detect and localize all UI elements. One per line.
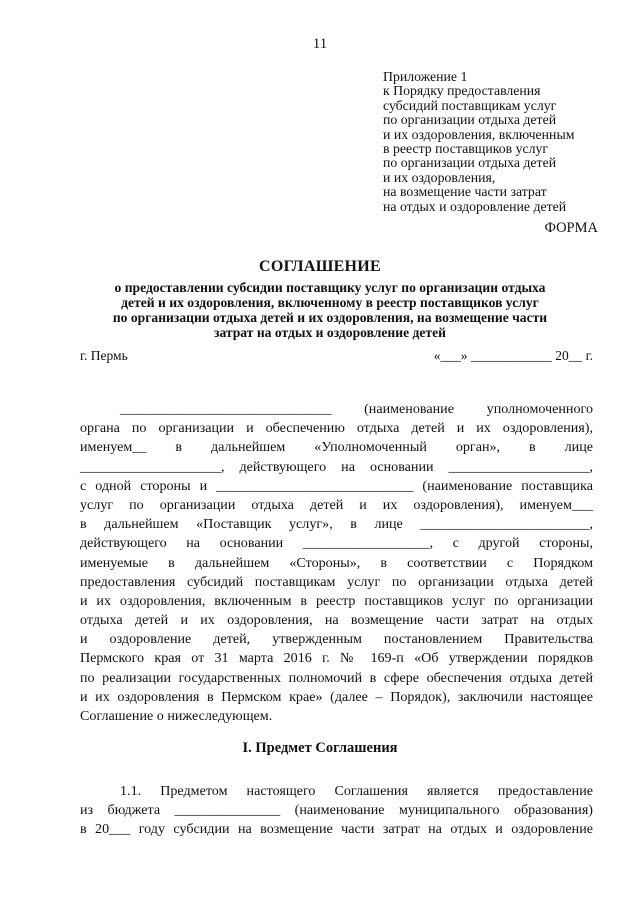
appendix-line: и их оздоровления, включенным [383,126,575,142]
text-line: действующего на основании __________________, с другой стороны, [80,535,593,552]
text-line: с одной стороны и ____________________________ (наименование поставщика [80,477,593,494]
appendix-line: Приложение 1 [383,69,468,84]
text-line: в дальнейшем «Поставщик услуг», в лице ________________________, [80,516,593,533]
text-line: и их оздоровления в Пермском крае» (далее – Порядок), заключили настоящее [80,688,593,705]
page-number: 11 [312,36,328,52]
text-line: по реализации государственных полномочий в сфере обеспечения отдыха детей [80,669,593,686]
appendix-line: субсидий поставщикам услуг [383,97,557,113]
subtitle-line: по организации отдыха детей и их оздоровления, на возмещение части [112,310,548,325]
appendix-line: на отдых и оздоровление детей [383,198,567,214]
appendix-line: на возмещение части затрат [383,184,547,200]
text-line: именуемые в дальнейшем «Стороны», в соответствии с Порядком [80,554,593,571]
text-line: 1.1. Предметом настоящего Соглашения является предоставление [120,783,593,799]
text-line: из бюджета _______________ (наименование муниципального образования) [80,802,593,819]
text-line: Пермского края от 31 марта 2016 г. № 169-п «Об утверждении порядков [80,650,593,667]
section-paragraph [80,782,593,840]
appendix-line: по организации отдыха детей [383,155,557,171]
appendix-note [383,70,633,214]
text-line: именуем__ в дальнейшем «Уполномоченный орган», в лице [80,439,593,456]
text-line: услуг по организации отдыха детей и их оздоровления), именуем___ [80,496,593,513]
subtitle-line: о предоставлении субсидии поставщику услуг по организации отдыха [114,280,546,295]
place: г. Пермь [80,348,128,363]
text-line: в 20___ году субсидии на возмещение части затрат на отдых и оздоровление [80,821,593,838]
text-line: предоставления субсидий поставщикам услуг по организации отдыха детей [80,573,593,590]
document-subtitle [70,280,590,340]
document-title: СОГЛАШЕНИЕ [258,258,382,275]
appendix-line: по организации отдыха детей [383,112,557,128]
appendix-line: к Порядку предоставления [383,83,541,99]
text-line: отдыха детей и их оздоровления, на возмещение части затрат на отдых [80,612,593,629]
preamble-paragraph [80,400,593,726]
subtitle-line: детей и их оздоровления, включенному в реестр поставщиков услуг [121,295,539,310]
text-line: ______________________________ (наименование уполномоченного [120,401,593,417]
section-title: I. Предмет Соглашения [242,740,398,756]
form-label: ФОРМА [544,220,598,236]
text-line: и оздоровление детей, утвержденным постановлением Правительства [80,631,593,648]
text-line: ____________________, действующего на основании ____________________, [80,458,593,475]
subtitle-line: затрат на отдых и оздоровление детей [214,325,446,340]
text-line: и их оздоровления, включенным в реестр поставщиков услуг по организации [80,592,593,609]
appendix-line: и их оздоровления, [383,169,496,185]
text-line: Соглашение о нижеследующем. [80,708,273,724]
date-field: «___» ____________ 20__ г. [433,348,593,363]
text-line: органа по организации и обеспечению отдыха детей и их оздоровления), [80,420,593,437]
appendix-line: в реестр поставщиков услуг [383,141,549,157]
